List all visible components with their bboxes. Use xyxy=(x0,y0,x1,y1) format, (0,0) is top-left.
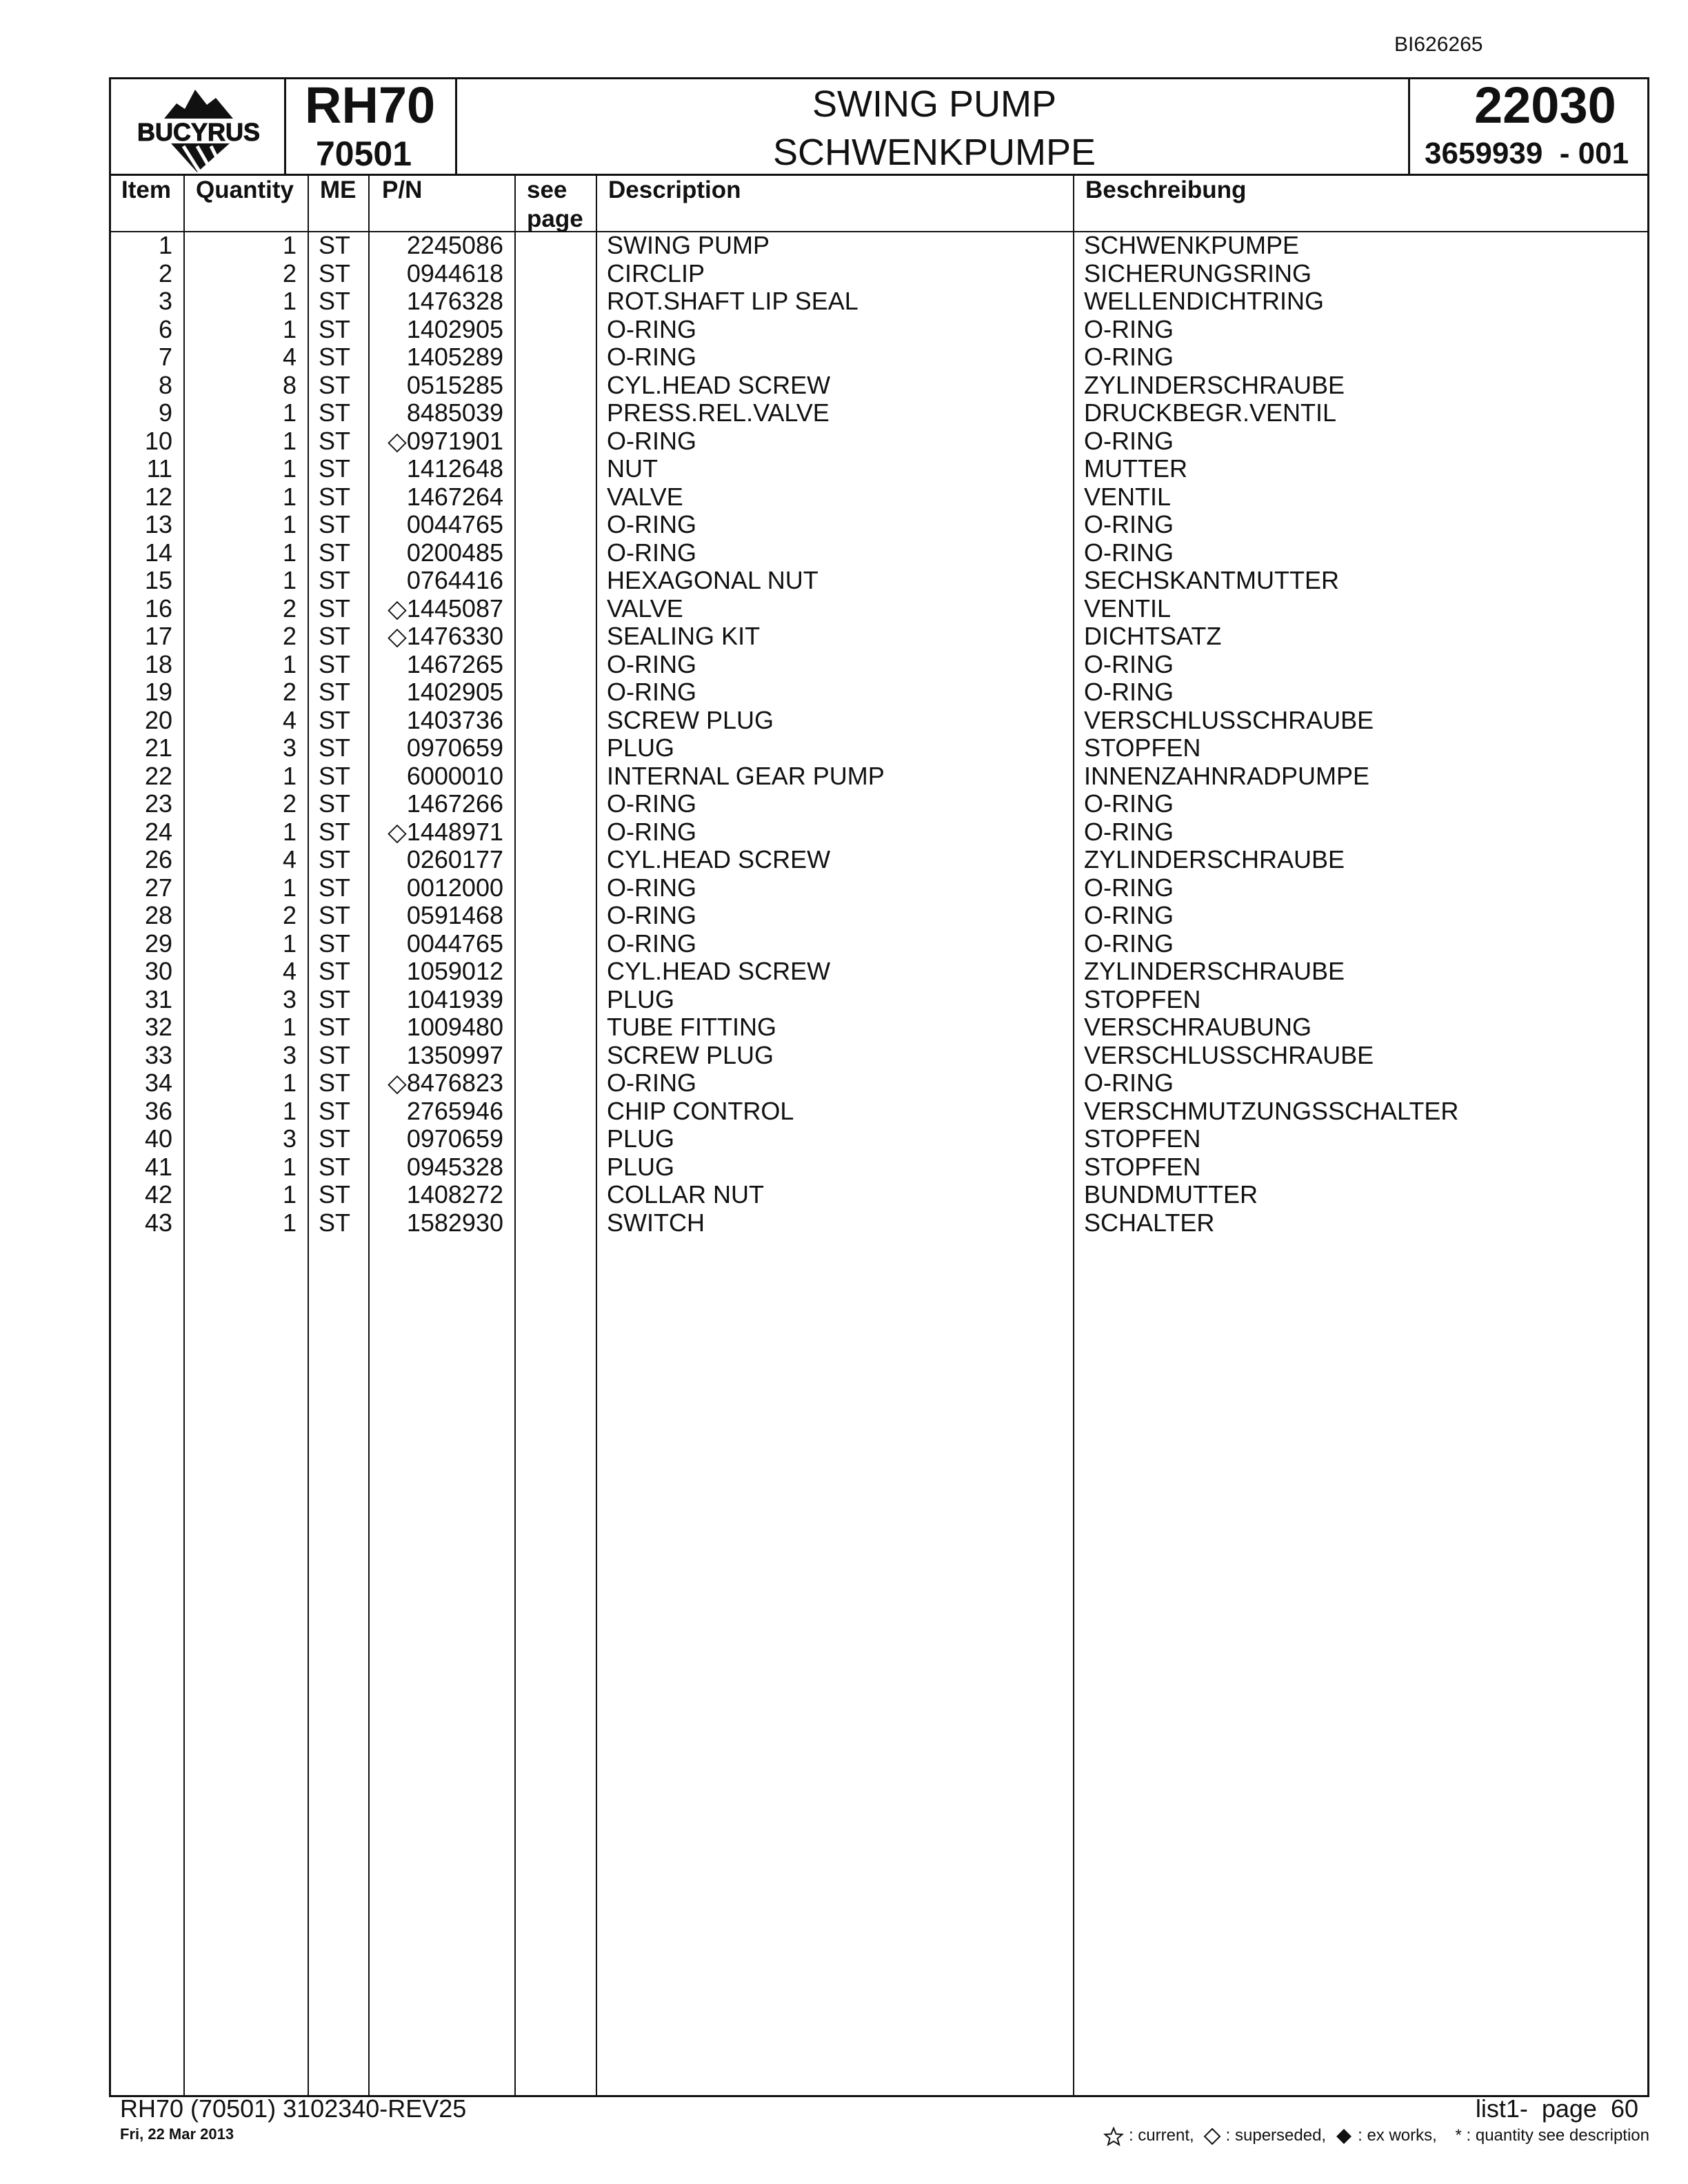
cell-part-number: 6000010 xyxy=(406,761,503,790)
cell-part-number: 0970659 xyxy=(406,1124,503,1153)
cell-unit: ST xyxy=(319,649,351,678)
cell-description: VALVE xyxy=(607,482,683,511)
table-row xyxy=(0,762,1688,790)
cell-part-number: 1350997 xyxy=(406,1040,503,1069)
cell-quantity: 4 xyxy=(282,705,297,734)
cell-unit: ST xyxy=(319,287,351,315)
cell-beschreibung: STOPFEN xyxy=(1084,1124,1201,1153)
cell-beschreibung: VENTIL xyxy=(1084,594,1172,623)
cell-beschreibung: SECHSKANTMUTTER xyxy=(1084,566,1340,594)
cell-unit: ST xyxy=(319,510,351,538)
table-row xyxy=(0,846,1688,873)
col-header-page: page xyxy=(527,205,583,232)
cell-unit: ST xyxy=(319,845,351,873)
cell-unit: ST xyxy=(319,343,351,371)
table-row xyxy=(0,1013,1688,1041)
cell-part-number: 0515285 xyxy=(406,370,503,399)
cell-description: O-RING xyxy=(607,873,696,902)
col-header-see: see xyxy=(527,176,567,203)
cell-item-number: 33 xyxy=(144,1040,172,1069)
cell-quantity: 1 xyxy=(282,482,297,511)
cell-item-number: 6 xyxy=(158,314,172,343)
table-row xyxy=(0,483,1688,511)
cell-item-number: 17 xyxy=(144,622,172,650)
header-separator-logo xyxy=(284,77,286,175)
model-number: 70501 xyxy=(316,134,412,173)
cell-beschreibung: VENTIL xyxy=(1084,482,1172,511)
cell-beschreibung: O-RING xyxy=(1084,929,1174,958)
table-row xyxy=(0,651,1688,678)
cell-part-number: 0260177 xyxy=(406,845,503,873)
table-row xyxy=(0,1125,1688,1153)
table-row xyxy=(0,316,1688,343)
title-german: SCHWENKPUMPE xyxy=(772,132,1096,173)
cell-beschreibung: O-RING xyxy=(1084,789,1174,818)
cell-unit: ST xyxy=(319,734,351,762)
cell-part-number: 1467266 xyxy=(406,789,503,818)
cell-quantity: 1 xyxy=(282,761,297,790)
cell-part-number: 1041939 xyxy=(406,984,503,1013)
cell-part-number: 0591468 xyxy=(406,901,503,929)
legend xyxy=(1103,2126,1649,2146)
cell-description: O-RING xyxy=(607,343,696,371)
cell-quantity: 1 xyxy=(282,426,297,455)
footer-date: Fri, 22 Mar 2013 xyxy=(120,2125,234,2143)
cell-description: PLUG xyxy=(607,1152,675,1181)
cell-item-number: 29 xyxy=(144,929,172,958)
cell-item-number: 18 xyxy=(144,649,172,678)
cell-part-number: ◇8476823 xyxy=(388,1069,503,1097)
cell-item-number: 22 xyxy=(144,761,172,790)
table-row xyxy=(0,287,1688,315)
cell-unit: ST xyxy=(319,1013,351,1041)
header-divider xyxy=(109,174,1649,176)
cell-part-number: 0044765 xyxy=(406,929,503,958)
table-row xyxy=(0,372,1688,399)
cell-beschreibung: O-RING xyxy=(1084,901,1174,929)
cell-quantity: 1 xyxy=(282,287,297,315)
cell-item-number: 10 xyxy=(144,426,172,455)
cell-description: O-RING xyxy=(607,314,696,343)
cell-beschreibung: O-RING xyxy=(1084,510,1174,538)
cell-description: SWING PUMP xyxy=(607,231,770,259)
table-row xyxy=(0,790,1688,818)
cell-quantity: 1 xyxy=(282,510,297,538)
cell-part-number: 0012000 xyxy=(406,873,503,902)
cell-description: O-RING xyxy=(607,510,696,538)
table-row xyxy=(0,818,1688,846)
cell-part-number: 8485039 xyxy=(406,398,503,427)
table-row xyxy=(0,1042,1688,1069)
cell-beschreibung: O-RING xyxy=(1084,538,1174,567)
cell-part-number: 1059012 xyxy=(406,957,503,985)
cell-description: CHIP CONTROL xyxy=(607,1096,794,1125)
cell-item-number: 3 xyxy=(158,287,172,315)
cell-unit: ST xyxy=(319,482,351,511)
star-outline-icon xyxy=(1103,2127,1124,2146)
cell-part-number: ◇1476330 xyxy=(388,622,503,650)
cell-item-number: 15 xyxy=(144,566,172,594)
cell-beschreibung: O-RING xyxy=(1084,817,1174,846)
cell-quantity: 2 xyxy=(282,901,297,929)
cell-beschreibung: INNENZAHNRADPUMPE xyxy=(1084,761,1370,790)
cell-item-number: 20 xyxy=(144,705,172,734)
cell-part-number: 2245086 xyxy=(406,231,503,259)
cell-part-number: ◇1445087 xyxy=(388,594,503,623)
cell-description: CYL.HEAD SCREW xyxy=(607,370,831,399)
cell-part-number: 1402905 xyxy=(406,678,503,706)
cell-part-number: 2765946 xyxy=(406,1096,503,1125)
table-row xyxy=(0,260,1688,287)
footer-page: list1- page 60 xyxy=(1475,2094,1638,2123)
cell-beschreibung: DICHTSATZ xyxy=(1084,622,1222,650)
cell-unit: ST xyxy=(319,817,351,846)
cell-unit: ST xyxy=(319,873,351,902)
cell-description: O-RING xyxy=(607,1069,696,1097)
cell-description: COLLAR NUT xyxy=(607,1180,765,1209)
col-header-pn: P/N xyxy=(382,176,423,203)
cell-item-number: 43 xyxy=(144,1208,172,1237)
cell-description: CIRCLIP xyxy=(607,259,705,287)
cell-item-number: 41 xyxy=(144,1152,172,1181)
cell-part-number: 0764416 xyxy=(406,566,503,594)
cell-quantity: 1 xyxy=(282,314,297,343)
table-row xyxy=(0,958,1688,985)
cell-item-number: 26 xyxy=(144,845,172,873)
cell-description: O-RING xyxy=(607,789,696,818)
cell-description: CYL.HEAD SCREW xyxy=(607,845,831,873)
cell-unit: ST xyxy=(319,594,351,623)
cell-beschreibung: O-RING xyxy=(1084,426,1174,455)
cell-unit: ST xyxy=(319,1208,351,1237)
cell-item-number: 19 xyxy=(144,678,172,706)
table-row xyxy=(0,232,1688,259)
cell-quantity: 1 xyxy=(282,398,297,427)
cell-item-number: 16 xyxy=(144,594,172,623)
cell-quantity: 4 xyxy=(282,343,297,371)
cell-beschreibung: ZYLINDERSCHRAUBE xyxy=(1084,957,1345,985)
model-name: RH70 xyxy=(305,77,436,134)
cell-unit: ST xyxy=(319,678,351,706)
cell-unit: ST xyxy=(319,984,351,1013)
cell-item-number: 12 xyxy=(144,482,172,511)
cell-beschreibung: VERSCHLUSSCHRAUBE xyxy=(1084,1040,1374,1069)
table-row xyxy=(0,1209,1688,1237)
cell-quantity: 3 xyxy=(282,1040,297,1069)
footer-reference: RH70 (70501) 3102340-REV25 xyxy=(120,2094,467,2123)
cell-quantity: 4 xyxy=(282,845,297,873)
table-row xyxy=(0,399,1688,427)
cell-item-number: 11 xyxy=(146,454,172,483)
table-row xyxy=(0,595,1688,623)
cell-unit: ST xyxy=(319,1069,351,1097)
cell-part-number: 1467264 xyxy=(406,482,503,511)
svg-text:BUCYRUS: BUCYRUS xyxy=(137,118,261,146)
cell-beschreibung: VERSCHLUSSCHRAUBE xyxy=(1084,705,1374,734)
cell-unit: ST xyxy=(319,957,351,985)
table-row xyxy=(0,678,1688,706)
cell-unit: ST xyxy=(319,761,351,790)
cell-unit: ST xyxy=(319,454,351,483)
cell-description: PLUG xyxy=(607,1124,675,1153)
cell-description: SEALING KIT xyxy=(607,622,761,650)
table-row xyxy=(0,930,1688,958)
cell-beschreibung: STOPFEN xyxy=(1084,1152,1201,1181)
cell-unit: ST xyxy=(319,1180,351,1209)
col-header-description: Description xyxy=(608,176,741,203)
cell-description: CYL.HEAD SCREW xyxy=(607,957,831,985)
cell-description: SCREW PLUG xyxy=(607,705,774,734)
cell-unit: ST xyxy=(319,538,351,567)
cell-quantity: 1 xyxy=(282,1069,297,1097)
table-row xyxy=(0,567,1688,594)
cell-beschreibung: O-RING xyxy=(1084,678,1174,706)
cell-unit: ST xyxy=(319,789,351,818)
cell-quantity: 4 xyxy=(282,957,297,985)
col-header-item: Item xyxy=(121,176,171,203)
cell-item-number: 32 xyxy=(144,1013,172,1041)
cell-quantity: 3 xyxy=(282,734,297,762)
cell-item-number: 13 xyxy=(144,510,172,538)
cell-part-number: 1467265 xyxy=(406,649,503,678)
cell-part-number: 1402905 xyxy=(406,314,503,343)
cell-item-number: 1 xyxy=(158,231,172,259)
cell-quantity: 2 xyxy=(282,622,297,650)
cell-quantity: 1 xyxy=(282,1096,297,1125)
cell-quantity: 1 xyxy=(282,231,297,259)
cell-beschreibung: SICHERUNGSRING xyxy=(1084,259,1312,287)
cell-beschreibung: STOPFEN xyxy=(1084,734,1201,762)
header-separator-model xyxy=(455,77,457,175)
cell-part-number: 1009480 xyxy=(406,1013,503,1041)
legend-current: : current, xyxy=(1128,2126,1194,2145)
cell-beschreibung: MUTTER xyxy=(1084,454,1187,483)
cell-beschreibung: O-RING xyxy=(1084,1069,1174,1097)
diamond-filled-icon xyxy=(1335,2127,1353,2145)
cell-part-number: 0200485 xyxy=(406,538,503,567)
cell-part-number: 0944618 xyxy=(406,259,503,287)
cell-description: O-RING xyxy=(607,649,696,678)
cell-unit: ST xyxy=(319,1040,351,1069)
part-reference: 3659939 - 001 xyxy=(1425,136,1629,170)
bucyrus-logo-icon xyxy=(116,77,281,174)
cell-part-number: 1476328 xyxy=(406,287,503,315)
cell-description: VALVE xyxy=(607,594,683,623)
cell-unit: ST xyxy=(319,929,351,958)
cell-quantity: 3 xyxy=(282,984,297,1013)
col-header-beschreibung: Beschreibung xyxy=(1085,176,1247,203)
table-row xyxy=(0,707,1688,734)
cell-item-number: 23 xyxy=(144,789,172,818)
cell-description: PRESS.REL.VALVE xyxy=(607,398,830,427)
table-row xyxy=(0,511,1688,538)
cell-item-number: 9 xyxy=(158,398,172,427)
cell-beschreibung: ZYLINDERSCHRAUBE xyxy=(1084,845,1345,873)
cell-quantity: 2 xyxy=(282,789,297,818)
table-row xyxy=(0,427,1688,455)
col-header-me: ME xyxy=(320,176,356,203)
cell-unit: ST xyxy=(319,398,351,427)
title-english: SWING PUMP xyxy=(812,83,1056,125)
cell-part-number: 1403736 xyxy=(406,705,503,734)
cell-quantity: 1 xyxy=(282,873,297,902)
cell-description: INTERNAL GEAR PUMP xyxy=(607,761,885,790)
cell-part-number: 1405289 xyxy=(406,343,503,371)
table-row xyxy=(0,623,1688,650)
header-separator-group xyxy=(1408,77,1410,175)
diamond-outline-icon xyxy=(1203,2127,1221,2145)
cell-description: NUT xyxy=(607,454,658,483)
cell-description: O-RING xyxy=(607,929,696,958)
table-row xyxy=(0,455,1688,483)
cell-description: TUBE FITTING xyxy=(607,1013,776,1041)
cell-part-number: 0970659 xyxy=(406,734,503,762)
table-row xyxy=(0,1098,1688,1125)
document-id: BI626265 xyxy=(1394,33,1483,56)
legend-superseded: : superseded, xyxy=(1225,2126,1327,2145)
cell-description: SWITCH xyxy=(607,1208,705,1237)
cell-quantity: 1 xyxy=(282,566,297,594)
cell-part-number: 0044765 xyxy=(406,510,503,538)
cell-quantity: 1 xyxy=(282,454,297,483)
table-row xyxy=(0,734,1688,762)
cell-beschreibung: WELLENDICHTRING xyxy=(1084,287,1325,315)
cell-item-number: 40 xyxy=(144,1124,172,1153)
cell-unit: ST xyxy=(319,1096,351,1125)
cell-beschreibung: SCHWENKPUMPE xyxy=(1084,231,1300,259)
table-row xyxy=(0,1181,1688,1209)
cell-beschreibung: O-RING xyxy=(1084,343,1174,371)
cell-quantity: 1 xyxy=(282,929,297,958)
cell-unit: ST xyxy=(319,622,351,650)
legend-asterisk: * : quantity see description xyxy=(1455,2126,1649,2145)
cell-description: PLUG xyxy=(607,734,675,762)
cell-unit: ST xyxy=(319,259,351,287)
cell-description: PLUG xyxy=(607,984,675,1013)
cell-item-number: 21 xyxy=(144,734,172,762)
cell-quantity: 1 xyxy=(282,1208,297,1237)
table-row xyxy=(0,343,1688,371)
cell-part-number: ◇0971901 xyxy=(388,426,503,455)
cell-quantity: 1 xyxy=(282,1180,297,1209)
col-header-quantity: Quantity xyxy=(196,176,294,203)
cell-unit: ST xyxy=(319,705,351,734)
cell-quantity: 2 xyxy=(282,594,297,623)
cell-unit: ST xyxy=(319,370,351,399)
cell-item-number: 36 xyxy=(144,1096,172,1125)
cell-description: O-RING xyxy=(607,538,696,567)
cell-unit: ST xyxy=(319,566,351,594)
cell-description: ROT.SHAFT LIP SEAL xyxy=(607,287,858,315)
cell-item-number: 24 xyxy=(144,817,172,846)
cell-quantity: 2 xyxy=(282,678,297,706)
legend-exworks: : ex works, xyxy=(1358,2126,1437,2145)
cell-beschreibung: O-RING xyxy=(1084,873,1174,902)
cell-beschreibung: DRUCKBEGR.VENTIL xyxy=(1084,398,1337,427)
cell-beschreibung: ZYLINDERSCHRAUBE xyxy=(1084,370,1345,399)
cell-quantity: 1 xyxy=(282,538,297,567)
cell-part-number: 1408272 xyxy=(406,1180,503,1209)
cell-item-number: 27 xyxy=(144,873,172,902)
cell-unit: ST xyxy=(319,231,351,259)
table-row xyxy=(0,539,1688,567)
cell-unit: ST xyxy=(319,901,351,929)
cell-item-number: 31 xyxy=(144,984,172,1013)
cell-description: O-RING xyxy=(607,678,696,706)
cell-beschreibung: O-RING xyxy=(1084,649,1174,678)
cell-unit: ST xyxy=(319,314,351,343)
cell-item-number: 2 xyxy=(158,259,172,287)
cell-description: SCREW PLUG xyxy=(607,1040,774,1069)
cell-quantity: 1 xyxy=(282,1152,297,1181)
cell-quantity: 8 xyxy=(282,370,297,399)
cell-part-number: 0945328 xyxy=(406,1152,503,1181)
cell-part-number: 1412648 xyxy=(406,454,503,483)
cell-beschreibung: STOPFEN xyxy=(1084,984,1201,1013)
cell-beschreibung: SCHALTER xyxy=(1084,1208,1215,1237)
cell-unit: ST xyxy=(319,1152,351,1181)
cell-item-number: 28 xyxy=(144,901,172,929)
cell-beschreibung: VERSCHRAUBUNG xyxy=(1084,1013,1312,1041)
cell-item-number: 42 xyxy=(144,1180,172,1209)
cell-description: O-RING xyxy=(607,901,696,929)
table-row xyxy=(0,874,1688,902)
cell-quantity: 1 xyxy=(282,649,297,678)
bucyrus-logo xyxy=(116,77,281,174)
cell-beschreibung: VERSCHMUTZUNGSSCHALTER xyxy=(1084,1096,1459,1125)
table-row xyxy=(0,902,1688,929)
cell-part-number: ◇1448971 xyxy=(388,817,503,846)
table-row xyxy=(0,1153,1688,1181)
cell-part-number: 1582930 xyxy=(406,1208,503,1237)
table-row xyxy=(0,1069,1688,1097)
cell-item-number: 8 xyxy=(158,370,172,399)
cell-quantity: 1 xyxy=(282,817,297,846)
cell-item-number: 34 xyxy=(144,1069,172,1097)
group-number: 22030 xyxy=(1474,77,1616,134)
cell-description: HEXAGONAL NUT xyxy=(607,566,818,594)
cell-quantity: 3 xyxy=(282,1124,297,1153)
cell-item-number: 14 xyxy=(144,538,172,567)
cell-unit: ST xyxy=(319,1124,351,1153)
cell-beschreibung: BUNDMUTTER xyxy=(1084,1180,1258,1209)
cell-beschreibung: O-RING xyxy=(1084,314,1174,343)
cell-item-number: 30 xyxy=(144,957,172,985)
cell-unit: ST xyxy=(319,426,351,455)
table-row xyxy=(0,986,1688,1013)
cell-item-number: 7 xyxy=(158,343,172,371)
cell-quantity: 2 xyxy=(282,259,297,287)
cell-description: O-RING xyxy=(607,426,696,455)
cell-quantity: 1 xyxy=(282,1013,297,1041)
cell-description: O-RING xyxy=(607,817,696,846)
